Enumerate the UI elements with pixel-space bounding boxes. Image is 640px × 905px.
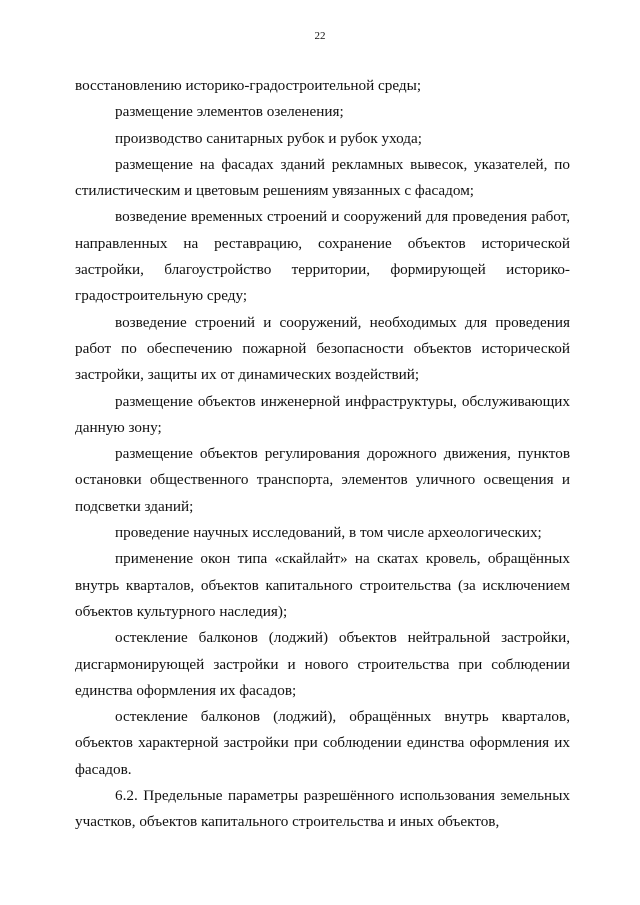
paragraph-facade-signs: размещение на фасадах зданий рекламных вывесок, указателей, по стилистическим и цветовым решениям увязанных с фасадом; — [75, 155, 570, 200]
paragraph-balcony-glazing-characteristic: остекление балконов (лоджий), обращённых внутрь кварталов, объектов характерной застройки при соблюдении единства оформления их фасадов. — [75, 708, 570, 778]
paragraph-continuation: восстановлению историко-градостроительной среды; — [75, 77, 422, 94]
paragraph-engineering-infrastructure: размещение объектов инженерной инфраструктуры, обслуживающих данную зону; — [75, 392, 570, 436]
paragraph-skylight: применение окон типа «скайлайт» на скатах кровель, обращённых внутрь кварталов, объектов капитального строительства (за исключением объектов культурного наследия); — [75, 550, 570, 620]
paragraph-fire-safety: возведение строений и сооружений, необходимых для проведения работ по обеспечению пожарной безопасности объектов исторической застройки, защиты их от динамических воздействий; — [75, 313, 570, 384]
page-number: 22 — [314, 30, 326, 42]
document-body — [75, 73, 570, 836]
paragraph-balcony-glazing-neutral: остекление балконов (лоджий) объектов нейтральной застройки, дисгармонирующей застройки и нового строительства при соблюдении единства оформления их фасадов; — [75, 629, 570, 699]
paragraph-research: проведение научных исследований, в том числе археологических; — [115, 524, 542, 542]
paragraph-greenery: размещение элементов озеленения; — [115, 103, 344, 121]
paragraph-temporary-structures: возведение временных строений и сооружений для проведения работ, направленных на реставрацию, сохранение объектов исторической застройки, благоустройство территории, формирующей историко-градостроительную среду; — [75, 208, 570, 305]
paragraph-section-6-2: 6.2. Предельные параметры разрешённого использования земельных участков, объектов капитального строительства и иных объектов, — [75, 787, 570, 831]
paragraph-sanitary-felling: производство санитарных рубок и рубок ухода; — [115, 129, 422, 147]
paragraph-traffic-objects: размещение объектов регулирования дорожного движения, пунктов остановки общественного транспорта, элементов уличного освещения и подсветки зданий; — [75, 445, 570, 515]
